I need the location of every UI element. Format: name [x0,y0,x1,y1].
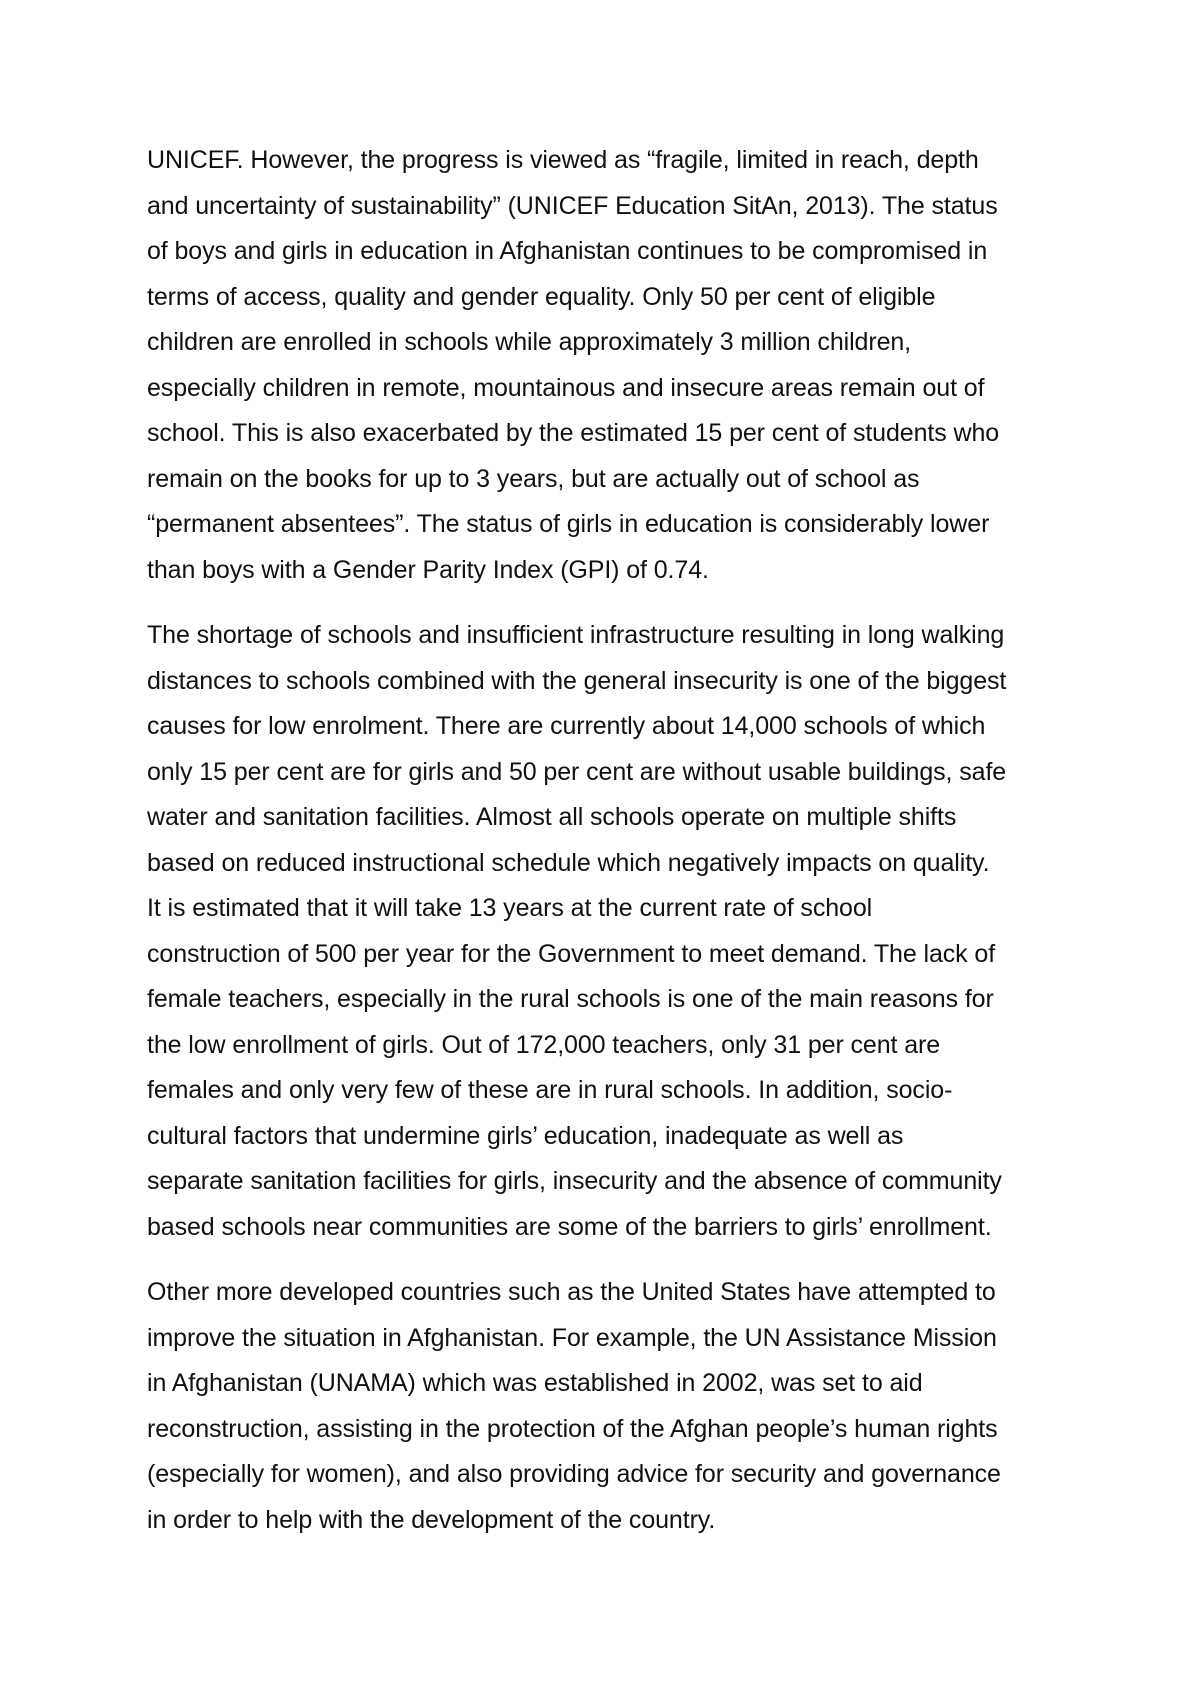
text-line: and uncertainty of sustainability” (UNICEF Education SitAn, 2013). The status [147,191,998,220]
text-line: causes for low enrolment. There are currently about 14,000 schools of which [147,712,986,740]
text-line: in Afghanistan (UNAMA) which was established in 2002, was set to aid [147,1369,923,1397]
paragraph-3 [147,1270,1077,1543]
text-line: “permanent absentees”. The status of girls in education is considerably lower [147,510,990,538]
text-line: distances to schools combined with the general insecurity is one of the biggest [147,666,1007,695]
text-line: female teachers, especially in the rural schools is one of the main reasons for [147,985,994,1013]
text-line: in order to help with the development of the country. [147,1505,716,1534]
document-body [147,138,1077,1543]
text-line: improve the situation in Afghanistan. For example, the UN Assistance Mission [147,1323,997,1352]
text-line: cultural factors that undermine girls’ education, inadequate as well as [147,1121,904,1150]
text-line: only 15 per cent are for girls and 50 per cent are without usable buildings, safe [147,757,1007,786]
text-line: Other more developed countries such as the United States have attempted to [147,1278,996,1306]
text-line: The shortage of schools and insufficient infrastructure resulting in long walking [147,621,1005,649]
text-line: children are enrolled in schools while approximately 3 million children, [147,328,912,356]
text-line: It is estimated that it will take 13 years at the current rate of school [147,894,873,922]
text-line: the low enrollment of girls. Out of 172,000 teachers, only 31 per cent are [147,1030,941,1059]
text-line: water and sanitation facilities. Almost all schools operate on multiple shifts [147,803,957,831]
paragraph-2 [147,613,1077,1250]
text-line: UNICEF. However, the progress is viewed as “fragile, limited in reach, depth [147,146,979,174]
text-line: remain on the books for up to 3 years, but are actually out of school as [147,464,920,493]
text-line: based schools near communities are some of the barriers to girls’ enrollment. [147,1212,992,1241]
text-line: (especially for women), and also providing advice for security and governance [147,1460,1001,1488]
text-line: females and only very few of these are in rural schools. In addition, socio- [147,1076,953,1104]
text-line: than boys with a Gender Parity Index (GPI) of 0.74. [147,555,709,584]
text-line: especially children in remote, mountainous and insecure areas remain out of [147,373,985,402]
text-line: terms of access, quality and gender equality. Only 50 per cent of eligible [147,282,936,311]
paragraph-1 [147,138,1077,593]
text-line: based on reduced instructional schedule which negatively impacts on quality. [147,848,990,877]
text-line: of boys and girls in education in Afghanistan continues to be compromised in [147,237,988,265]
text-line: construction of 500 per year for the Government to meet demand. The lack of [147,939,996,968]
text-line: separate sanitation facilities for girls, insecurity and the absence of community [147,1167,1002,1195]
text-line: reconstruction, assisting in the protection of the Afghan people’s human rights [147,1414,998,1443]
text-line: school. This is also exacerbated by the estimated 15 per cent of students who [147,419,1000,447]
